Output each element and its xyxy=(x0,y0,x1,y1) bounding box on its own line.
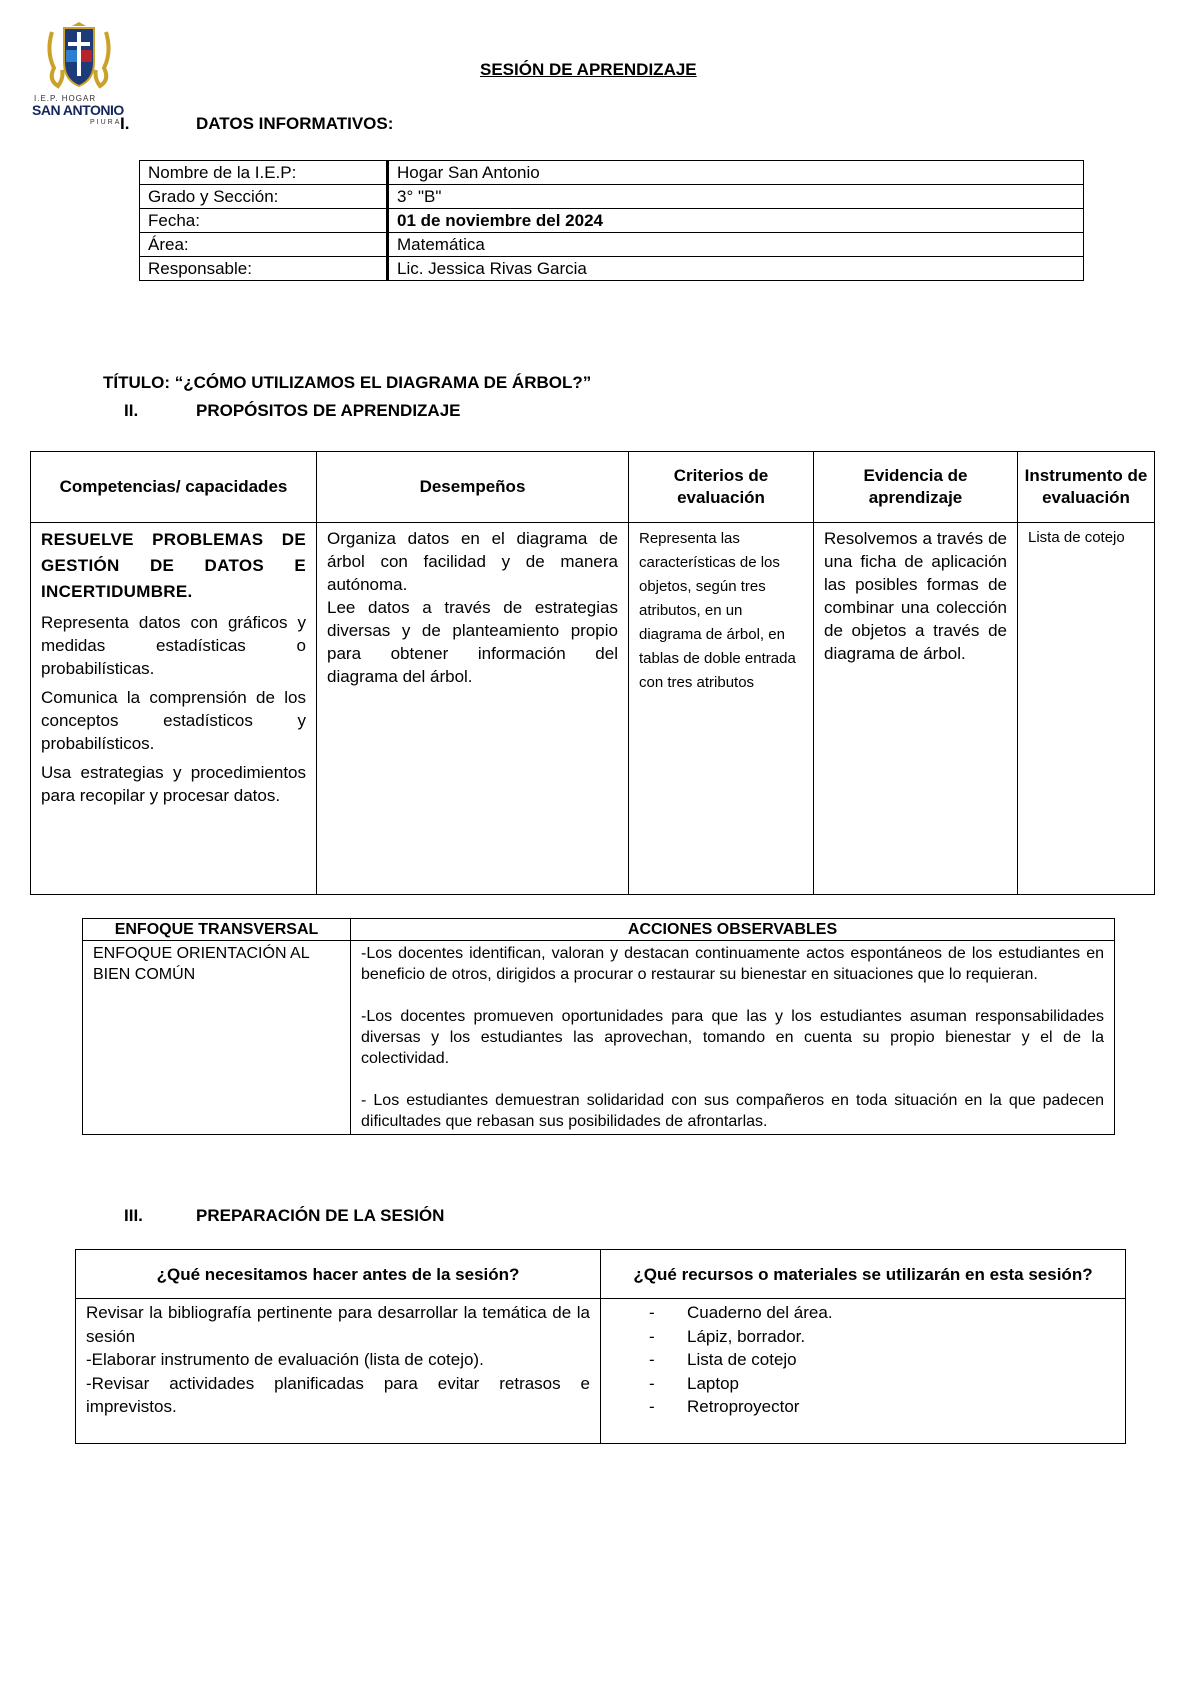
datos-value: 01 de noviembre del 2024 xyxy=(388,209,1084,233)
datos-key: Fecha: xyxy=(140,209,388,233)
list-item: - Cuaderno del área. xyxy=(649,1301,1115,1325)
preparacion-header-row xyxy=(76,1250,1126,1299)
preparacion-row xyxy=(76,1299,1126,1444)
capacidad-text: Comunica la comprensión de los conceptos estadísticos y probabilísticos. xyxy=(41,688,306,753)
instrumento-cell: Lista de cotejo xyxy=(1018,523,1155,895)
datos-value: 3° "B" xyxy=(388,185,1084,209)
datos-value: Lic. Jessica Rivas Garcia xyxy=(388,257,1084,281)
antes-item: -Revisar actividades planificadas para evitar retrasos e imprevistos. xyxy=(86,1373,590,1416)
datos-value: Matemática xyxy=(388,233,1084,257)
datos-row xyxy=(140,161,1084,185)
enfoque-header-row xyxy=(83,919,1115,941)
preparacion-table xyxy=(75,1249,1126,1444)
header-criterios: Criterios de evaluación xyxy=(629,452,814,523)
school-logo xyxy=(30,22,126,132)
shield-crest-icon xyxy=(44,22,114,94)
header-instrumento: Instrumento de evaluación xyxy=(1018,452,1155,523)
enfoque-name: ENFOQUE ORIENTACIÓN AL BIEN COMÚN xyxy=(83,941,351,1135)
section1-number: I. xyxy=(120,114,130,133)
section3-number: III. xyxy=(124,1206,143,1225)
section2-number: II. xyxy=(124,401,139,420)
logo-name: SAN ANTONIO xyxy=(32,102,124,118)
datos-key: Área: xyxy=(140,233,388,257)
datos-key: Nombre de la I.E.P: xyxy=(140,161,388,185)
list-item: - Retroproyector xyxy=(649,1395,1115,1419)
enfoque-row xyxy=(83,941,1115,1135)
propositos-header-row xyxy=(31,452,1155,523)
datos-row xyxy=(140,209,1084,233)
header-antes: ¿Qué necesitamos hacer antes de la sesión? xyxy=(76,1250,601,1299)
acciones-cell xyxy=(351,941,1115,1135)
accion-text: -Los docentes promueven oportunidades para que las y los estudiantes asuman responsabilidades diversas y los estudiantes las aprovechan, tomando en cuenta su propio bienestar y el de la colectividad. xyxy=(361,1008,1104,1067)
capacidad-text: Representa datos con gráficos y medidas estadísticas o probabilísticas. xyxy=(41,613,306,678)
criterios-cell: Representa las características de los objetos, según tres atributos, en un diagrama de árbol, en tablas de doble entrada con tres atributos xyxy=(629,523,814,895)
desempenos-cell xyxy=(317,523,629,895)
header-acciones: ACCIONES OBSERVABLES xyxy=(351,919,1115,941)
evidencia-cell: Resolvemos a través de una ficha de aplicación las posibles formas de combinar una colección de objetos a través de diagrama de árbol. xyxy=(814,523,1018,895)
desempeno-text: Organiza datos en el diagrama de árbol con facilidad y de manera autónoma. xyxy=(327,529,618,594)
propositos-row xyxy=(31,523,1155,895)
datos-value: Hogar San Antonio xyxy=(388,161,1084,185)
enfoque-table xyxy=(82,918,1115,1135)
datos-row xyxy=(140,185,1084,209)
capacidad-text: Usa estrategias y procedimientos para recopilar y procesar datos. xyxy=(41,763,306,805)
section1-label: DATOS INFORMATIVOS: xyxy=(196,114,394,133)
datos-key: Grado y Sección: xyxy=(140,185,388,209)
desempeno-text: Lee datos a través de estrategias diversas y de planteamiento propio para obtener información del diagrama del árbol. xyxy=(327,598,618,686)
header-recursos: ¿Qué recursos o materiales se utilizarán en esta sesión? xyxy=(601,1250,1126,1299)
antes-item: -Elaborar instrumento de evaluación (lista de cotejo). xyxy=(86,1350,484,1369)
list-item: - Lápiz, borrador. xyxy=(649,1325,1115,1349)
recursos-list xyxy=(611,1301,1115,1419)
antes-cell xyxy=(76,1299,601,1444)
competencia-text: RESUELVE PROBLEMAS DE GESTIÓN DE DATOS E INCERTIDUMBRE. xyxy=(41,530,306,601)
logo-line1: I.E.P. HOGAR xyxy=(34,94,97,103)
logo-city: PIURA xyxy=(90,119,122,126)
header-competencias: Competencias/ capacidades xyxy=(31,452,317,523)
list-item: - Laptop xyxy=(649,1372,1115,1396)
header-enfoque: ENFOQUE TRANSVERSAL xyxy=(83,919,351,941)
header-evidencia: Evidencia de aprendizaje xyxy=(814,452,1018,523)
datos-row xyxy=(140,233,1084,257)
session-title: TÍTULO: “¿CÓMO UTILIZAMOS EL DIAGRAMA DE ÁRBOL?” xyxy=(103,373,592,392)
competencias-cell xyxy=(31,523,317,895)
accion-text: -Los docentes identifican, valoran y destacan continuamente actos espontáneos de los estudiantes en beneficio de otros, dirigidos a procurar o restaurar su bienestar en situaciones que lo requieran. xyxy=(361,945,1104,983)
section3-label: PREPARACIÓN DE LA SESIÓN xyxy=(196,1206,445,1225)
propositos-table xyxy=(30,451,1155,895)
recursos-cell xyxy=(601,1299,1126,1444)
document-title: SESIÓN DE APRENDIZAJE xyxy=(480,60,697,79)
list-item: - Lista de cotejo xyxy=(649,1348,1115,1372)
antes-item: Revisar la bibliografía pertinente para desarrollar la temática de la sesión xyxy=(86,1303,590,1346)
datos-key: Responsable: xyxy=(140,257,388,281)
accion-text: - Los estudiantes demuestran solidaridad con sus compañeros en toda situación en la que padecen dificultades que rebasan sus posibilidades de afrontarlas. xyxy=(361,1092,1104,1130)
datos-table xyxy=(139,160,1084,281)
section2-label: PROPÓSITOS DE APRENDIZAJE xyxy=(196,401,461,420)
datos-row xyxy=(140,257,1084,281)
header-desempenos: Desempeños xyxy=(317,452,629,523)
